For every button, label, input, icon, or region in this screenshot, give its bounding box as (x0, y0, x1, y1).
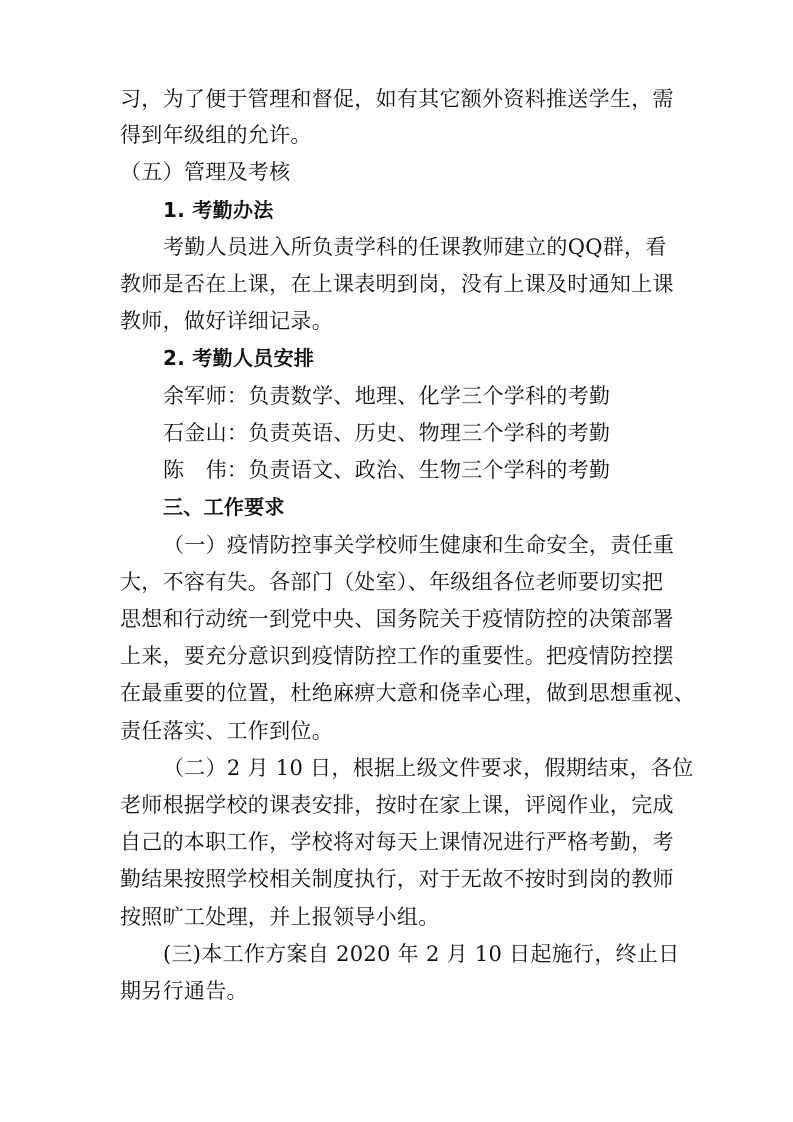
section-heading: 三、工作要求 (163, 495, 285, 519)
text-line: 期另行通告。 (120, 979, 248, 1003)
text-line: 在最重要的位置，杜绝麻痹大意和侥幸心理，做到思想重视、 (120, 681, 696, 705)
text-line: 思想和行动统一到党中央、国务院关于疫情防控的决策部署 (120, 607, 674, 631)
text-line: （二）2 月 10 日，根据上级文件要求，假期结束，各位 (163, 756, 694, 780)
text-line: 上来，要充分意识到疫情防控工作的重要性。把疫情防控摆 (120, 644, 674, 668)
text-line: 大，不容有失。各部门（处室）、年级组各位老师要切实把 (120, 570, 664, 594)
text-line: 陈 伟：负责语文、政治、生物三个学科的考勤 (163, 458, 611, 482)
text-line: 余军师：负责数学、地理、化学三个学科的考勤 (163, 384, 611, 408)
subsection-heading: 1. 考勤办法 (163, 198, 274, 222)
section-heading: （五）管理及考核 (120, 160, 291, 184)
text-line: (三)本工作方案自 2020 年 2 月 10 日起施行，终止日 (163, 942, 680, 966)
text-line: 考勤人员进入所负责学科的任课教师建立的QQ群，看 (163, 235, 667, 259)
text-line: 教师，做好详细记录。 (120, 309, 333, 333)
text-line: 责任落实、工作到位。 (120, 719, 333, 743)
text-line: （一）疫情防控事关学校师生健康和生命安全，责任重 (163, 533, 675, 557)
subsection-heading: 2. 考勤人员安排 (163, 346, 315, 370)
text-line: 勤结果按照学校相关制度执行，对于无故不按时到岗的教师 (120, 867, 674, 891)
text-line: 老师根据学校的课表安排，按时在家上课，评阅作业，完成 (120, 793, 674, 817)
text-line: 自己的本职工作，学校将对每天上课情况进行严格考勤，考 (120, 830, 674, 854)
text-line: 按照旷工处理，并上报领导小组。 (120, 905, 440, 929)
text-line: 得到年级组的允许。 (120, 123, 312, 147)
text-line: 石金山：负责英语、历史、物理三个学科的考勤 (163, 421, 611, 445)
text-line: 教师是否在上课，在上课表明到岗，没有上课及时通知上课 (120, 272, 674, 296)
text-line: 习，为了便于管理和督促，如有其它额外资料推送学生，需 (120, 87, 674, 111)
